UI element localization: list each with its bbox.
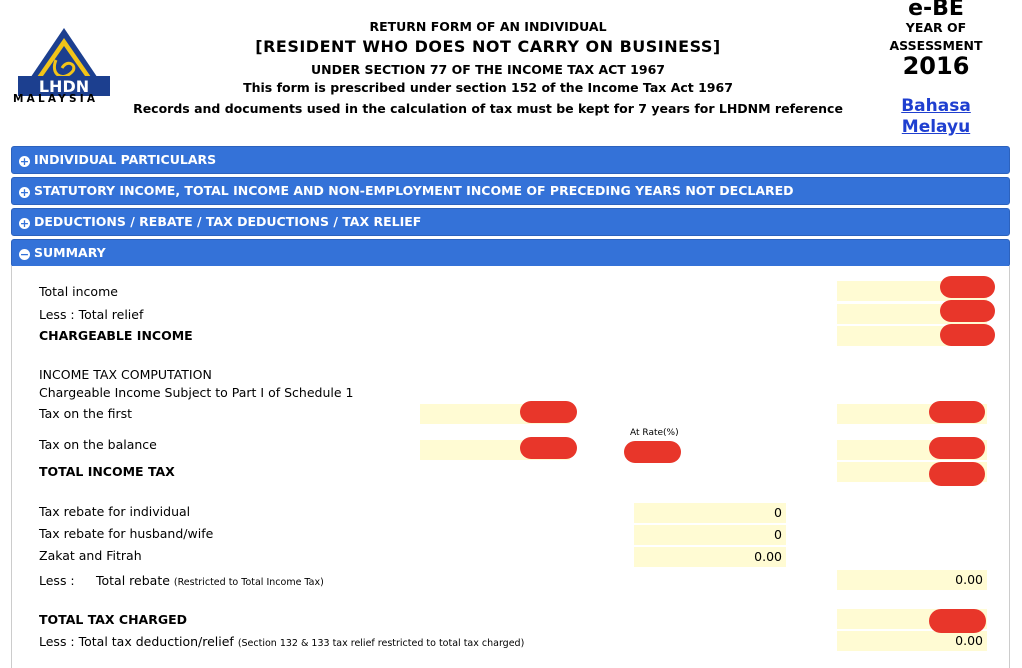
total-rebate-text: Total rebate [96, 573, 170, 588]
at-rate-label: At Rate(%) [630, 428, 679, 438]
less-deduction-note: (Section 132 & 133 tax relief restricted to total tax charged) [237, 638, 525, 649]
expand-icon: + [19, 155, 30, 168]
logo-subtitle: MALAYSIA [13, 93, 99, 105]
less-deduction-text: Less : Total tax deduction/relief [39, 634, 234, 649]
less-total-relief-label: Less : Total relief [39, 307, 144, 322]
schedule1-label: Chargeable Income Subject to Part I of Schedule 1 [39, 385, 354, 400]
form-header [0, 0, 1022, 146]
redaction-mark [520, 401, 577, 423]
redaction-mark [520, 437, 577, 459]
title-line-3: UNDER SECTION 77 OF THE INCOME TAX ACT 1967 [311, 62, 665, 77]
section-label: INDIVIDUAL PARTICULARS [34, 152, 217, 167]
redaction-mark [940, 276, 995, 298]
yoa-value: 2016 [902, 52, 970, 80]
redaction-mark [929, 462, 985, 486]
section-label: SUMMARY [34, 245, 106, 260]
zakat-field[interactable]: 0.00 [634, 547, 786, 567]
redaction-mark [624, 441, 681, 463]
zakat-label: Zakat and Fitrah [39, 548, 142, 563]
total-tax-charged-label: TOTAL TAX CHARGED [39, 612, 188, 627]
total-rebate-label [96, 573, 324, 588]
less-deduction-label [39, 634, 524, 649]
total-income-tax-label: TOTAL INCOME TAX [39, 464, 175, 479]
rebate-individual-field[interactable]: 0 [634, 503, 786, 523]
total-rebate-field[interactable]: 0.00 [837, 570, 987, 590]
tax-computation-heading: INCOME TAX COMPUTATION [39, 367, 212, 382]
section-summary[interactable] [11, 239, 1010, 267]
title-line-2: [RESIDENT WHO DOES NOT CARRY ON BUSINESS] [255, 37, 721, 56]
redaction-mark [940, 324, 995, 346]
redaction-mark [929, 437, 985, 459]
redaction-mark [929, 609, 986, 633]
rebate-spouse-label: Tax rebate for husband/wife [39, 526, 214, 541]
yoa-label-2: ASSESSMENT [889, 38, 983, 53]
section-label: STATUTORY INCOME, TOTAL INCOME AND NON-EMPLOYMENT INCOME OF PRECEDING YEARS NOT DECLARED [34, 183, 794, 198]
redaction-mark [940, 300, 995, 322]
total-rebate-note: (Restricted to Total Income Tax) [173, 577, 324, 588]
tax-balance-label: Tax on the balance [39, 437, 157, 452]
chargeable-income-label: CHARGEABLE INCOME [39, 328, 193, 343]
form-code: e-BE [908, 0, 964, 21]
tax-first-label: Tax on the first [39, 406, 133, 421]
total-tax-deduction-field[interactable]: 0.00 [837, 631, 987, 651]
section-deductions[interactable] [11, 208, 1010, 236]
expand-icon: + [19, 217, 30, 230]
expand-icon: + [19, 186, 30, 199]
title-line-5: Records and documents used in the calculation of tax must be kept for 7 years for LHDNM reference [133, 101, 843, 116]
section-label: DEDUCTIONS / REBATE / TAX DEDUCTIONS / TAX RELIEF [34, 214, 422, 229]
collapse-icon: − [19, 248, 30, 261]
redaction-mark [929, 401, 985, 423]
rebate-individual-label: Tax rebate for individual [39, 504, 191, 519]
section-individual-particulars[interactable] [11, 146, 1010, 174]
total-income-label: Total income [39, 284, 118, 299]
rebate-spouse-field[interactable]: 0 [634, 525, 786, 545]
bahasa-melayu-link-1[interactable]: Bahasa [901, 96, 971, 116]
less-label: Less : [39, 573, 75, 588]
section-statutory-income[interactable] [11, 177, 1010, 205]
bahasa-melayu-link-2[interactable]: Melayu [901, 117, 971, 137]
logo-text: LHDN [38, 77, 90, 96]
title-line-4: This form is prescribed under section 152 of the Income Tax Act 1967 [243, 80, 733, 95]
title-line-1: RETURN FORM OF AN INDIVIDUAL [369, 19, 607, 34]
yoa-label-1: YEAR OF [905, 20, 967, 35]
